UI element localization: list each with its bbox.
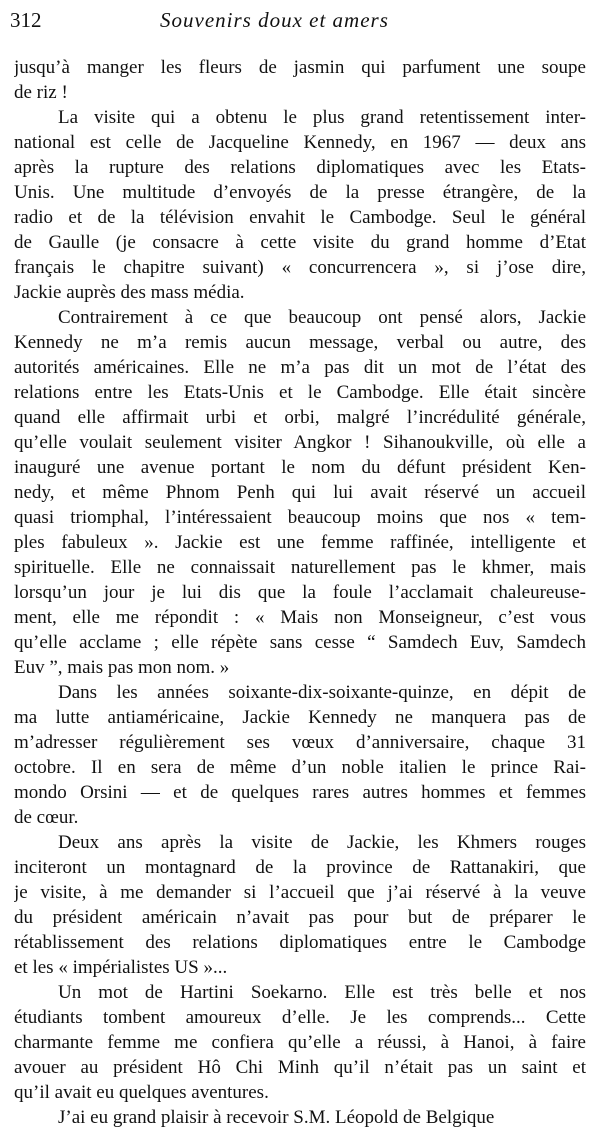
text-line: Dans les années soixante-dix-soixante-quinze, en dépit de [58, 682, 586, 703]
text-line: octobre. Il en sera de même d’un noble italien le prince Rai- [14, 757, 586, 778]
text-line: Deux ans après la visite de Jackie, les Khmers rouges [58, 832, 586, 853]
text-line: qu’il avait eu quelques aventures. [14, 1082, 269, 1103]
text-line: de cœur. [14, 807, 79, 828]
text-line: du président américain n’avait pas pour but de préparer le [14, 907, 586, 928]
text-line: inciteront un montagnard de la province de Rattanakiri, que [14, 857, 586, 878]
text-line: jusqu’à manger les fleurs de jasmin qui parfument une soupe [14, 57, 586, 78]
text-line: lorsqu’un jour je lui dis que la foule l’acclamait chaleureuse- [14, 582, 586, 603]
text-line: ment, elle me répondit : « Mais non Monseigneur, c’est vous [14, 607, 586, 628]
text-line: qu’elle acclame ; elle répète sans cesse “ Samdech Euv, Samdech [14, 632, 586, 653]
text-line: spirituelle. Elle ne connaissait naturellement pas le khmer, mais [14, 557, 586, 578]
text-line: de riz ! [14, 82, 68, 103]
running-head [10, 4, 570, 36]
text-line: mondo Orsini — et de quelques rares autres hommes et femmes [14, 782, 586, 803]
text-line: ma lutte antiaméricaine, Jackie Kennedy ne manquera pas de [14, 707, 586, 728]
body-text [14, 55, 586, 1130]
text-line: nedy, et même Phnom Penh qui lui avait réservé un accueil [14, 482, 586, 503]
text-line: Contrairement à ce que beaucoup ont pensé alors, Jackie [58, 307, 586, 328]
text-line: Kennedy ne m’a remis aucun message, verbal ou autre, des [14, 332, 586, 353]
text-line: Euv ”, mais pas mon nom. » [14, 657, 230, 678]
text-line: national est celle de Jacqueline Kennedy, en 1967 — deux ans [14, 132, 586, 153]
book-title: Souvenirs doux et amers [160, 8, 389, 32]
text-line: relations entre les Etats-Unis et le Cambodge. Elle était sincère [14, 382, 586, 403]
text-line: de Gaulle (je consacre à cette visite du grand homme d’Etat [14, 232, 586, 253]
text-line: autorités américaines. Elle ne m’a pas dit un mot de l’état des [14, 357, 586, 378]
text-line: qu’elle voulait seulement visiter Angkor ! Sihanoukville, où elle a [14, 432, 586, 453]
paragraph [14, 1105, 586, 1130]
text-line: quand elle affirmait urbi et orbi, malgré l’incrédulité générale, [14, 407, 586, 428]
paragraph [14, 830, 586, 980]
text-line: Jackie auprès des mass média. [14, 282, 245, 303]
text-line: radio et de la télévision envahit le Cambodge. Seul le général [14, 207, 586, 228]
text-line: Un mot de Hartini Soekarno. Elle est très belle et nos [58, 982, 586, 1003]
text-line: étudiants tombent amoureux d’elle. Je les comprends... Cette [14, 1007, 586, 1028]
text-line: français le chapitre suivant) « concurrencera », si j’ose dire, [14, 257, 586, 278]
text-line: La visite qui a obtenu le plus grand retentissement inter- [58, 107, 586, 128]
text-line: avouer au président Hô Chi Minh qu’il n’était pas un saint et [14, 1057, 586, 1078]
paragraph [14, 105, 586, 305]
text-line: après la rupture des relations diplomatiques avec les Etats- [14, 157, 586, 178]
text-line: Unis. Une multitude d’envoyés de la presse étrangère, de la [14, 182, 586, 203]
text-line: quasi triomphal, l’intéressaient beaucoup moins que nos « tem- [14, 507, 586, 528]
paragraph [14, 305, 586, 680]
text-line: m’adresser régulièrement ses vœux d’anniversaire, chaque 31 [14, 732, 586, 753]
paragraph [14, 55, 586, 105]
text-line: et les « impérialistes US »... [14, 957, 228, 978]
paragraph [14, 980, 586, 1105]
text-line: je visite, à me demander si l’accueil que j’ai réservé à la veuve [14, 882, 586, 903]
text-line: charmante femme me confiera qu’elle a réussi, à Hanoi, à faire [14, 1032, 586, 1053]
text-line: inauguré une avenue portant le nom du défunt président Ken- [14, 457, 586, 478]
text-line: J’ai eu grand plaisir à recevoir S.M. Léopold de Belgique [58, 1107, 495, 1128]
page-number: 312 [10, 8, 42, 32]
text-line: ples fabuleux ». Jackie est une femme raffinée, intelligente et [14, 532, 586, 553]
text-line: rétablissement des relations diplomatiques entre le Cambodge [14, 932, 586, 953]
paragraph [14, 680, 586, 830]
